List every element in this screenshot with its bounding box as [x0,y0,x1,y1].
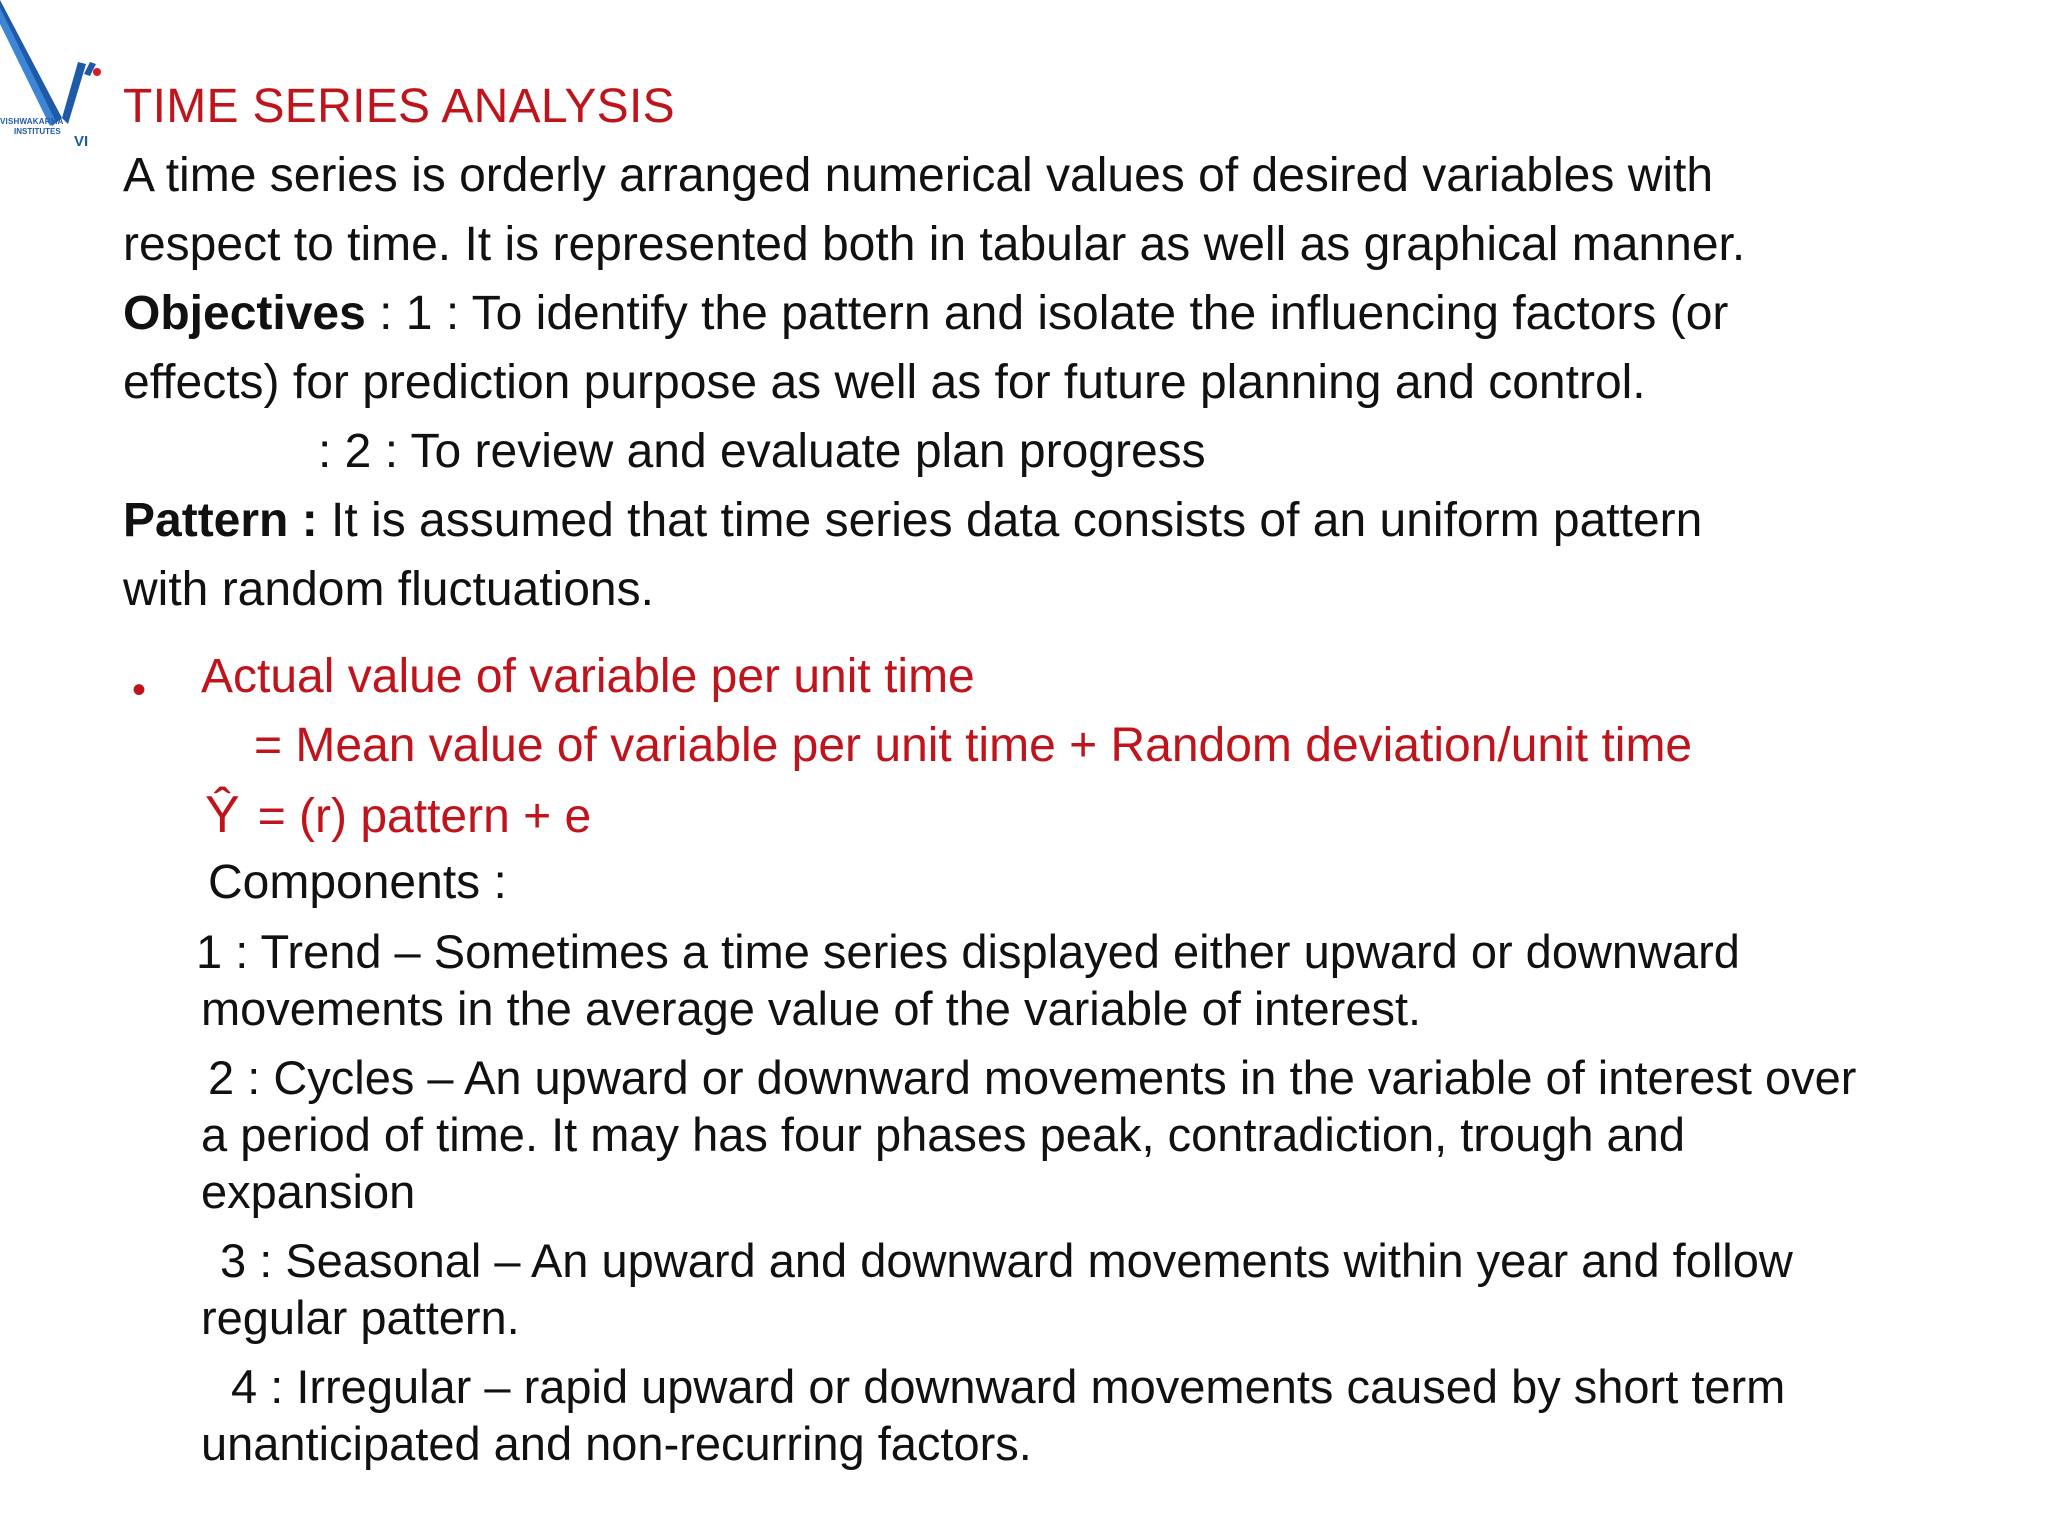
intro-line-1: A time series is orderly arranged numerical values of desired variables with [123,149,1714,202]
formula-text: = (r) pattern + e [257,790,592,843]
logo-text-institutes: INSTITUTES [14,127,61,136]
bullet-line-3 [205,787,591,845]
intro-line-2: respect to time. It is represented both in tabular as well as graphical manner. [123,218,1746,271]
components-heading: Components : [208,856,507,909]
component-cycles-line-2: a period of time. It may has four phases peak, contradiction, trough and [201,1108,1685,1161]
component-trend-line-2: movements in the average value of the variable of interest. [201,982,1422,1035]
component-seasonal-line-1: 3 : Seasonal – An upward and downward movements within year and follow [220,1234,1793,1287]
pattern-line-2: with random fluctuations. [123,563,654,616]
logo-text-vishwakarma: VISHWAKARMA [0,117,64,126]
component-cycles-line-1: 2 : Cycles – An upward or downward movements in the variable of interest over [208,1051,1857,1104]
pattern-label: Pattern : [123,494,318,547]
component-irregular-line-2: unanticipated and non-recurring factors. [201,1417,1032,1470]
slide-title: TIME SERIES ANALYSIS [123,80,675,133]
objectives-label: Objectives [123,287,366,340]
component-cycles-line-3: expansion [201,1165,416,1218]
component-trend-line-1: 1 : Trend – Sometimes a time series displayed either upward or downward [196,925,1740,978]
y-hat-symbol: Ŷ [205,786,240,844]
objectives-line-2: effects) for prediction purpose as well as for future planning and control. [123,356,1646,409]
bullet-line-1: Actual value of variable per unit time [201,650,975,703]
pattern-text-1: It is assumed that time series data consists of an uniform pattern [317,494,1703,547]
logo-text-vi: VI [74,133,89,150]
bullet-line-2: = Mean value of variable per unit time + Random deviation/unit time [254,719,1693,772]
component-seasonal-line-2: regular pattern. [201,1291,520,1344]
pattern-line-1 [123,493,1702,549]
institute-logo [0,0,110,160]
vi-logo-icon [0,0,110,160]
bullet-marker: • [132,668,147,712]
objectives-line-1 [123,286,1728,342]
objectives-line-3: : 2 : To review and evaluate plan progress [318,425,1206,478]
component-irregular-line-1: 4 : Irregular – rapid upward or downward movements caused by short term [231,1360,1786,1413]
objectives-text-1: : 1 : To identify the pattern and isolate the influencing factors (or [365,287,1729,340]
